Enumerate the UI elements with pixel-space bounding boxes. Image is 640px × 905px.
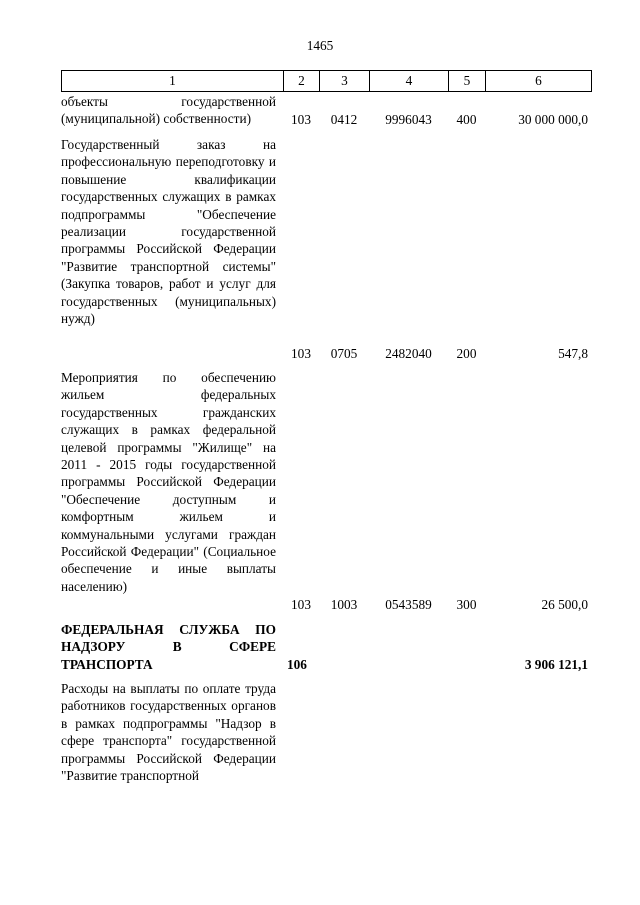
row-type: 300 [456, 596, 477, 612]
table-row [61, 621, 592, 673]
row-amount: 547,8 [558, 345, 588, 361]
row-section: 0705 [330, 345, 358, 361]
table-row [61, 136, 592, 362]
header-col-3: 3 [320, 71, 370, 91]
row-amount: 3 906 121,1 [524, 656, 588, 672]
table-row [61, 369, 592, 613]
row-description: Государственный заказ на профессиональную переподготовку и повышение квалификации государственных служащих в рамках подпрограммы "Обеспечение реализации государственной программы Российской Федерации "Развитие транспортной системы" (Закупка товаров, работ и услуг для государственных (муниципальных) нужд) [61, 137, 276, 327]
header-col-5: 5 [449, 71, 486, 91]
row-amount: 30 000 000,0 [518, 111, 588, 127]
row-section: 0412 [330, 111, 358, 127]
row-description: Расходы на выплаты по оплате труда работников государственных органов в рамках подпрограммы "Надзор в сфере транспорта" государственной программы Российской Федерации "Развитие транспортной [61, 681, 276, 784]
row-type: 200 [456, 345, 477, 361]
row-target: 2482040 [385, 345, 432, 361]
table-row [61, 93, 592, 128]
header-col-6: 6 [535, 73, 542, 88]
header-col-1: 1 [62, 71, 284, 91]
row-type: 400 [456, 111, 477, 127]
header-col-4: 4 [370, 71, 449, 91]
row-description: Мероприятия по обеспечению жильем федеральных государственных гражданских служащих в рамках федеральной целевой программы "Жилище" на 2011 - 2015 годы государственной программы Российской Федерации "Обеспечение доступным и комфортным жильем и коммунальными услугами граждан Российской Федерации" (Социальное обеспечение и иные выплаты населению) [61, 370, 276, 594]
row-code: 106 [287, 656, 307, 672]
table-row [61, 680, 592, 820]
row-description: объекты государственной (муниципальной) собственности) [61, 94, 276, 127]
row-target: 9996043 [385, 111, 432, 127]
row-code: 103 [291, 596, 311, 612]
page-number: 1465 [306, 38, 334, 53]
row-code: 103 [291, 345, 311, 361]
row-description: ФЕДЕРАЛЬНАЯ СЛУЖБА ПО НАДЗОРУ В СФЕРЕ ТРАНСПОРТА [61, 622, 276, 672]
row-code: 103 [291, 111, 311, 127]
row-target: 0543589 [385, 596, 432, 612]
row-amount: 26 500,0 [541, 596, 588, 612]
row-section: 1003 [330, 596, 358, 612]
table-header-row [61, 70, 592, 92]
header-col-2: 2 [284, 71, 320, 91]
